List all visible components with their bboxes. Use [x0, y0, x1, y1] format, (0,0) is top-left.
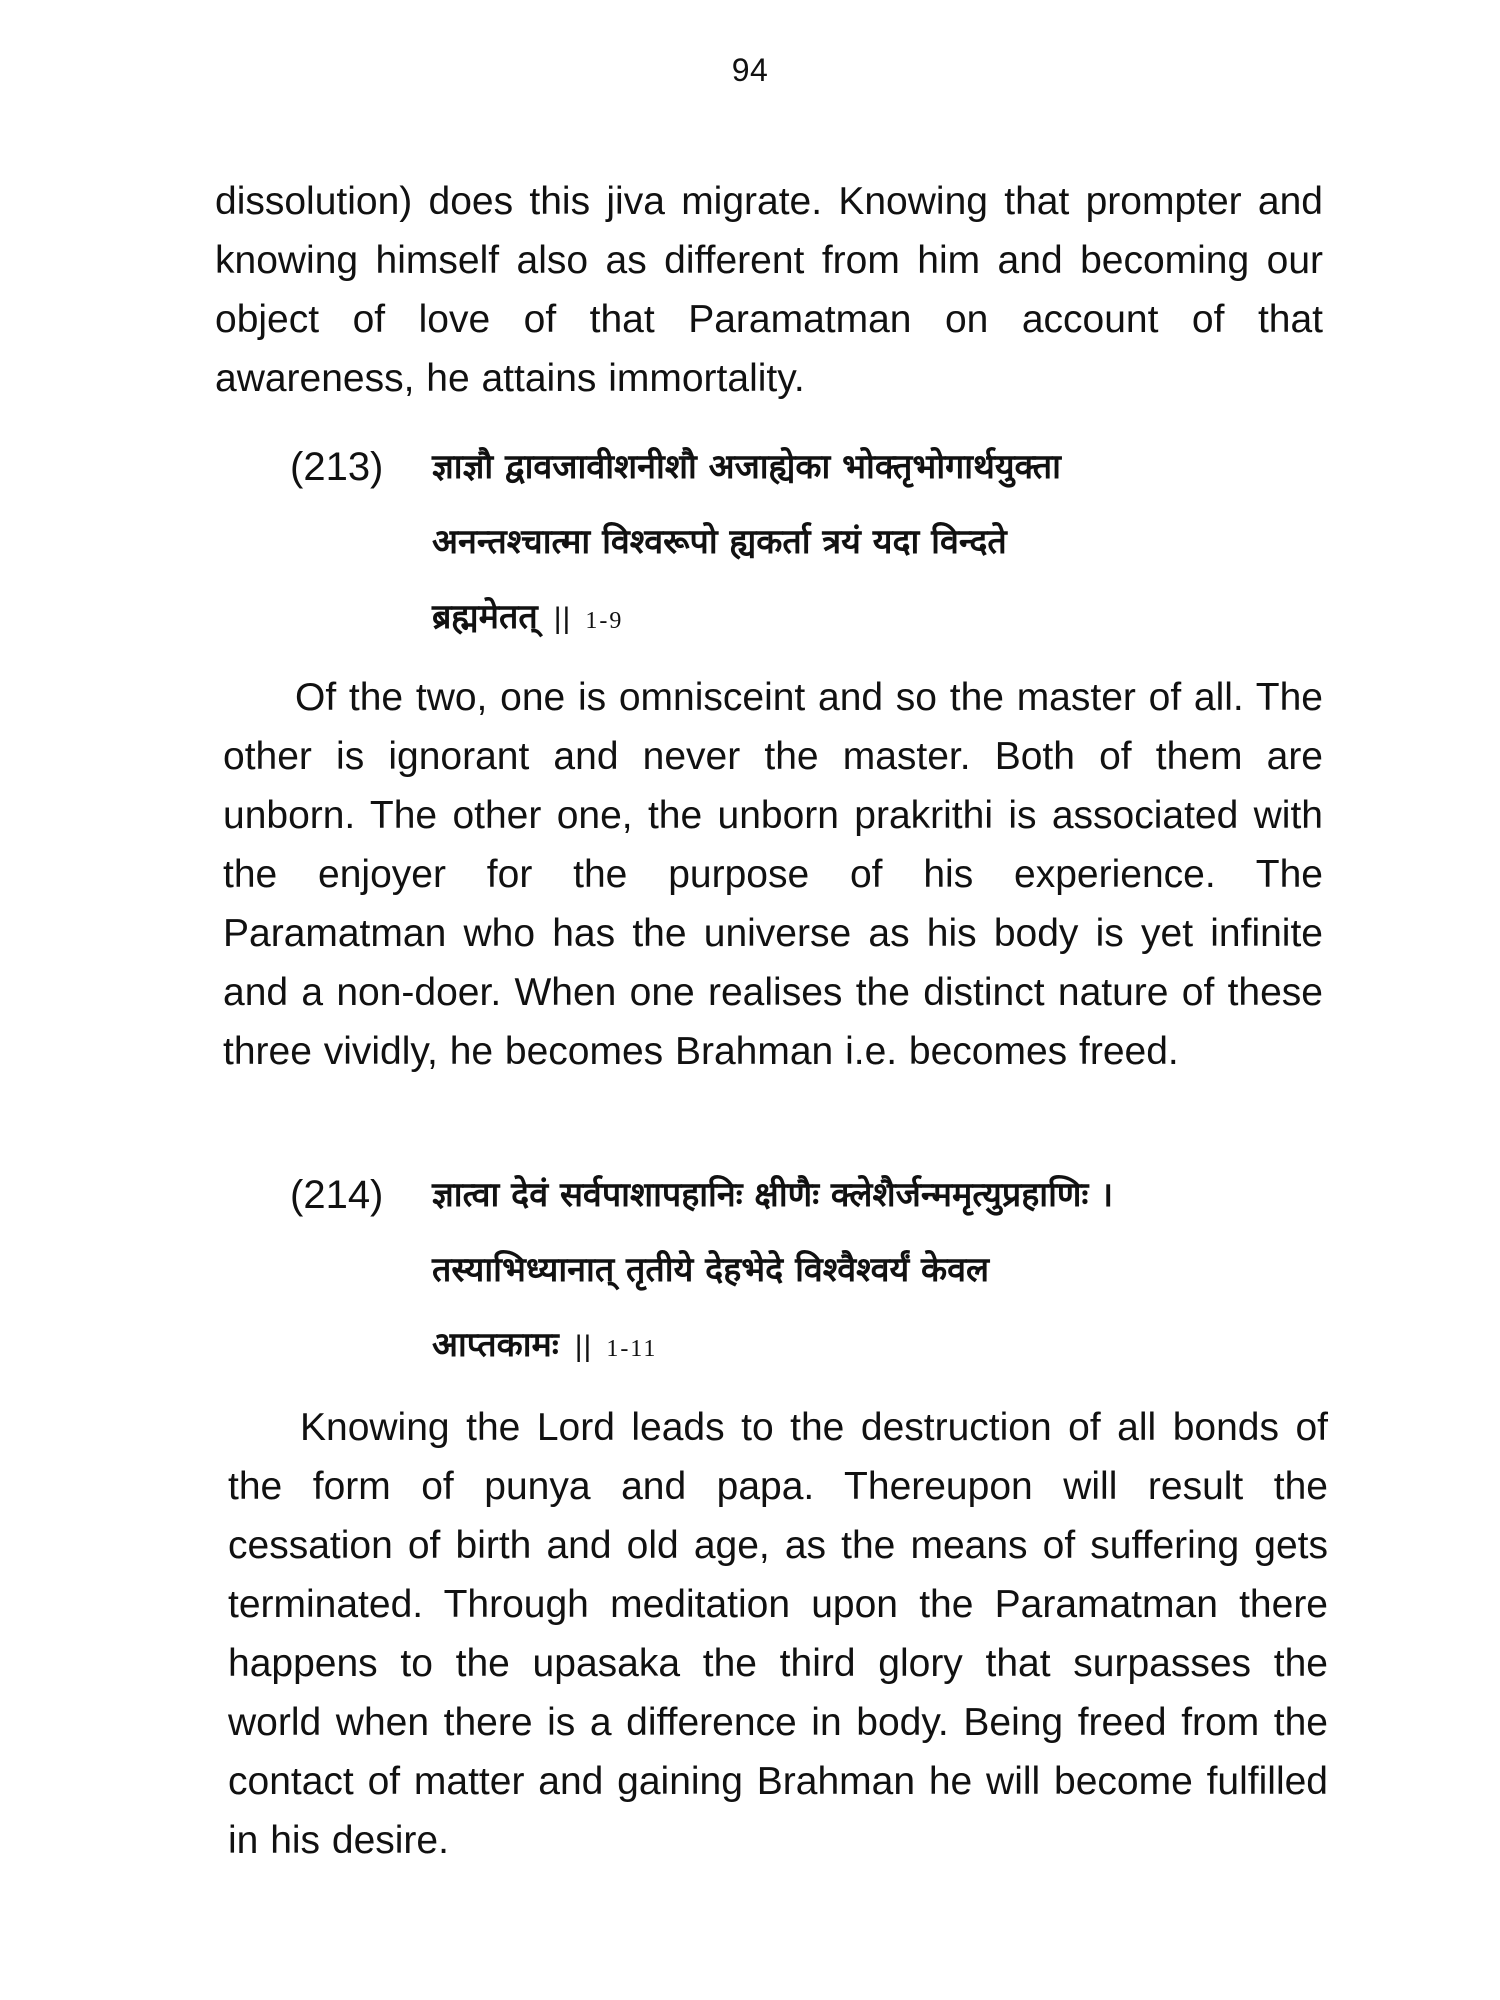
double-danda: || [553, 602, 572, 635]
verse-line-3 [432, 1315, 1292, 1390]
verse-reference: 1-9 [585, 608, 624, 634]
verse-line-3 [432, 587, 1292, 662]
verse-line-1: ज्ञाज्ञौ द्वावजावीशनीशौ अजाह्येका भोक्तृभोगार्थयुक्ता [432, 447, 1061, 487]
verse-line-2: तस्याभिध्यानात् तृतीये देहभेदे विश्वैश्वर्यं केवल [432, 1250, 990, 1290]
paragraph-3: Knowing the Lord leads to the destruction of all bonds of the form of punya and papa. Thereupon will result the cessation of birth and old age, as the means of suffering gets terminated. Through meditation upon the Paramatman there happens to the upasaka the third glory that surpasses the world when there is a difference in body. Being freed from the contact of matter and gaining Brahman he will become fulfilled in his desire. [228, 1406, 1328, 1862]
verse-reference: 1-11 [606, 1336, 658, 1362]
verse-number: (214) [290, 1173, 384, 1217]
verse-line-3-text: आप्तकामः [432, 1325, 559, 1365]
verse-number: (213) [290, 445, 384, 489]
page-number: 94 [731, 52, 769, 88]
double-danda: || [574, 1330, 593, 1363]
verse-text [432, 1165, 1292, 1390]
verse-line-1: ज्ञात्वा देवं सर्वपाशापहानिः क्षीणैः क्लेशैर्जन्ममृत्युप्रहाणिः । [432, 1175, 1114, 1215]
paragraph-2: Of the two, one is omnisceint and so the master of all. The other is ignorant and never the master. Both of them are unborn. The other one, the unborn prakrithi is associated with the enjoyer for the purpose of his experience. The Paramatman who has the universe as his body is yet infinite and a non-doer. When one realises the distinct nature of these three vividly, he becomes Brahman i.e. becomes freed. [223, 676, 1323, 1073]
paragraph-1: dissolution) does this jiva migrate. Knowing that prompter and knowing himself also as different from him and becoming our object of love of that Paramatman on account of that awareness, he attains immortality. [215, 180, 1323, 400]
verse-line-3-text: ब्रह्ममेतत् [432, 597, 538, 637]
verse-line-2: अनन्तश्चात्मा विश्वरूपो ह्यकर्ता त्रयं यदा विन्दते [432, 522, 1007, 562]
verse-text [432, 437, 1292, 662]
